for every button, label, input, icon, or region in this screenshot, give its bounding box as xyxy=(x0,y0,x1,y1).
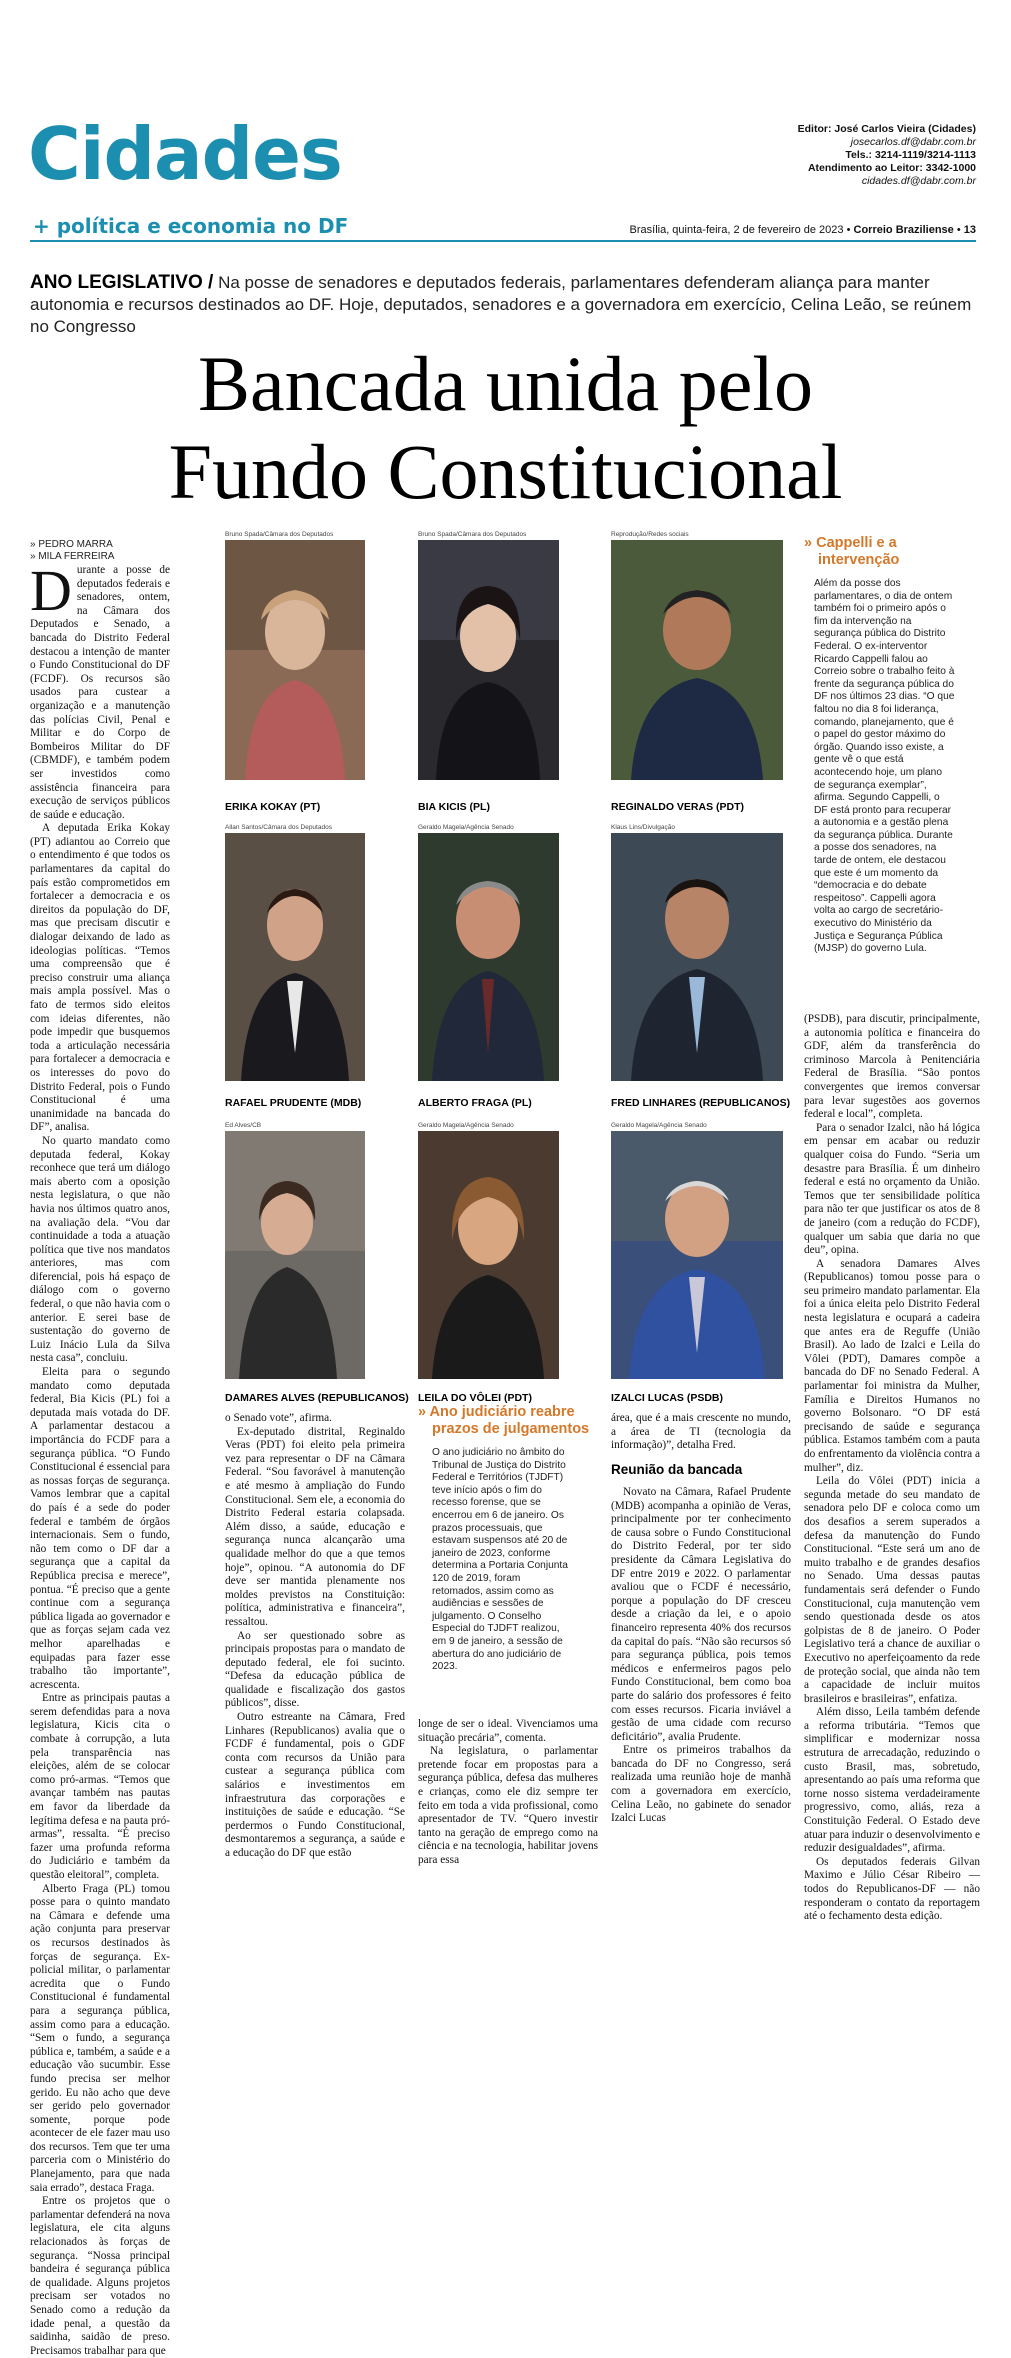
photo-rafael-prudente xyxy=(225,833,365,1081)
reader-service: Atendimento ao Leitor: 3342-1000 xyxy=(807,162,976,174)
body-column-4b xyxy=(611,1486,791,1884)
portrait-icon xyxy=(225,1131,365,1379)
kicker xyxy=(30,272,980,338)
portrait-icon xyxy=(225,540,365,780)
photo-credit: Bruno Spada/Câmara dos Deputados xyxy=(418,531,527,538)
photo-fred-linhares xyxy=(611,833,783,1081)
byline-author-1: » PEDRO MARRA xyxy=(30,539,113,550)
body-column-3 xyxy=(418,1718,598,1884)
photo-caption: IZALCI LUCAS (PSDB) xyxy=(611,1392,723,1404)
paragraph: Os deputados federais Gilvan Maximo e Júlio César Ribeiro — todos do Republicanos-DF — não responderam o contato da reportagem até o fechamento desta edição. xyxy=(804,1855,980,1923)
photo-bia-kicis xyxy=(418,540,559,780)
paragraph: (PSDB), para discutir, principalmente, a autonomia política e financeira do GDF, além da transferência do criminoso Marcola à Penitenciária Federal de Brasília. “São pontos convergentes que iremos conversar para levar sugestões aos governos federal e local”, completa. xyxy=(804,1013,980,1121)
paragraph: A senadora Damares Alves (Republicanos) tomou posse para o seu primeiro mandato parlamentar. Ela foi a única eleita pelo Distrito Federal nesta legislatura e ocupará a cadeira que antes era de Reguffe (União Brasil). Ao lado de Izalci e Leila do Vôlei (PDT), Damares compõe a bancada do DF no Senado Federal. A parlamentar foi ministra da Mulher, Família e Direitos Humanos no governo Bolsonaro. “O DF está precisando de saúde e segurança pública. Estamos também com a pauta do enfrentamento da violência contra a mulher”, diz. xyxy=(804,1257,980,1474)
headline xyxy=(0,340,1011,516)
sidebar-judiciario-text: O ano judiciário no âmbito do Tribunal de Justiça do Distrito Federal e Territórios (TJDFT) teve início após o fim do recesso forense, que se encerrou em 6 de janeiro. Os prazos processuais, que estavam suspensos até 20 de janeiro de 2023, conforme determina a Portaria Conjunta 120 de 2019, foram retomados, assim como as audiências e sessões de julgamento. O Conselho Especial do TJDFT realizou, em 9 de janeiro, a sessão de abertura do ano judiciário de 2023. xyxy=(432,1447,568,1673)
photo-caption: BIA KICIS (PL) xyxy=(418,801,490,813)
paragraph: Entre os projetos que o parlamentar defenderá na nova legislatura, ele cita alguns relacionados às forças de segurança. “Nossa principal bandeira é segurança pública de qualidade. Alguns projetos precisam ser votados no Senado como a redução da idade penal, a questão da saidinha, saidão de preso. Precisamos trabalhar para que xyxy=(30,2195,170,2357)
section-email[interactable]: cidades.df@dabr.com.br xyxy=(861,175,976,187)
body-column-1 xyxy=(30,558,170,2357)
photo-reginaldo-veras xyxy=(611,540,783,780)
paragraph: Eleita para o segundo mandato como deputada federal, Bia Kicis (PL) foi a deputada mais votada do DF. A parlamentar destacou a importância do FCDF para a segurança pública. “O Fundo Constitucional é essencial para as nossas forças de segurança. Vamos lembrar que a capital do país é a sede do poder federal e também de órgãos internacionais. Sem o fundo, não tem como o DF dar a segurança que a capital da República precisa e merece”, pontua. “É preciso que a gente continue com a segurança pública ligada ao governador e que as forças sejam cada vez melhor aparelhadas e equipadas para fazer esse trabalho tão importante”, acrescenta. xyxy=(30,1366,170,1691)
page-number: 13 xyxy=(963,224,976,236)
portrait-icon xyxy=(418,1131,559,1379)
subhead-reuniao: Reunião da bancada xyxy=(611,1462,743,1477)
photo-credit: Bruno Spada/Câmara dos Deputados xyxy=(225,531,334,538)
photo-caption: FRED LINHARES (REPUBLICANOS) xyxy=(611,1097,791,1109)
photo-credit: Geraldo Magela/Agência Senado xyxy=(418,1122,514,1129)
paragraph: Na legislatura, o parlamentar pretende focar em propostas para a segurança pública, defesa das mulheres e crianças, como ele diz sempre ter feito em toda a vida profissional, como apresentador de TV. “Quero investir tanto na geração de emprego como na ciência e na tecnologia, habilitar jovens para essa xyxy=(418,1745,598,1866)
body-column-4a xyxy=(611,1412,791,1456)
paragraph: Durante a posse de deputados federais e senadores, ontem, na Câmara dos Deputados e Senado, a bancada do Distrito Federal destacou a intenção de manter o Fundo Constitucional do DF (FCDF). Os recursos são usados para custear a organização e a manutenção das polícias Civil, Penal e Militar e do Corpo de Bombeiros Militar do DF (CBMDF), e também podem ser investidos como assistência financeira para execução de serviços públicos de saúde e educação. xyxy=(30,558,170,821)
photo-caption: REGINALDO VERAS (PDT) xyxy=(611,801,745,813)
body-column-2 xyxy=(225,1412,405,1882)
paragraph: Leila do Vôlei (PDT) inicia a segunda metade do seu mandato de senadora pelo DF e coloca como um dos desafios a serem superados a defesa da manutenção do Fundo Constitucional. “Este será um ano de muito trabalho e de grandes desafios no Senado. Uma dessas pautas fundamentais será defender o Fundo Constitucional, cuja manutenção vem sendo questionada desde os atos golpistas de 8 de janeiro. O Poder Legislativo terá a chance de auxiliar o Executivo no aperfeiçoamento da rede de proteção social, que ainda não tem a capacidade de incluir muitos brasileiros e brasileiras”, enfatiza. xyxy=(804,1475,980,1705)
photo-credit: Reprodução/Redes sociais xyxy=(611,531,689,538)
paragraph: longe de ser o ideal. Vivenciamos uma situação precária”, comenta. xyxy=(418,1718,598,1744)
portrait-icon xyxy=(611,540,783,780)
section-subtitle: + política e economia no DF xyxy=(33,214,349,238)
sidebar-cappelli-title: » Cappelli e a intervenção xyxy=(804,535,900,568)
header-rule xyxy=(30,240,976,242)
editor-info xyxy=(798,123,976,188)
paragraph: Outro estreante na Câmara, Fred Linhares (Republicanos) avalia que o FCDF é fundamental, pois o GDF conta com recursos da União para custear a segurança pública com salários e investimentos em infraestrutura das corporações e instituições de saúde e educação. “Se perdermos o Fundo Constitucional, desmontaremos a segurança, a saúde e a educação do DF que estão xyxy=(225,1711,405,1859)
sidebar-cappelli-text: Além da posse dos parlamentares, o dia de ontem também foi o primeiro após o fim da intervenção na segurança pública do Distrito Federal. O ex-interventor Ricardo Cappelli falou ao Correio sobre o trabalho feito à frente da segurança pública do DF nos últimos 23 dias. “O que faltou no dia 8 foi liderança, comando, planejamento, que é o papel do gestor máximo do órgão. Quando isso existe, a gente vê o que está acontecendo hoje, um plano de segurança exemplar”, afirma. Segundo Cappelli, o DF está pronto para recuperar a autonomia e a gestão plena da segurança pública. Durante a posse dos senadores, na tarde de ontem, ele destacou que este é um momento da “democracia e do debate respeitoso”. Cappelli agora volta ao cargo de secretário-executivo do Ministério da Justiça e Segurança Pública (MJSP) do governo Lula. xyxy=(814,578,955,955)
headline-line-1: Bancada unida pelo xyxy=(197,340,814,427)
photo-caption: ALBERTO FRAGA (PL) xyxy=(418,1097,532,1109)
kicker-tag: ANO LEGISLATIVO / xyxy=(30,272,214,293)
photo-caption: DAMARES ALVES (REPUBLICANOS) xyxy=(225,1392,409,1404)
date: Brasília, quinta-feira, 2 de fevereiro de 2023 xyxy=(629,224,844,236)
photo-erika-kokay xyxy=(225,540,365,780)
photo-alberto-fraga xyxy=(418,833,559,1081)
paragraph: Para o senador Izalci, não há lógica em pensar em acabar ou reduzir qualquer coisa do Fundo. “Seria um desastre para Brasília. É um dinheiro federal e está no orçamento da União. Temos que ter sensibilidade política para não ter que justificar os atos de 8 de janeiro (com a redução do FCDF), qualquer um sabia que daria no que deu”, opina. xyxy=(804,1121,980,1257)
photo-credit: Ed Alves/CB xyxy=(225,1122,262,1129)
photo-damares-alves xyxy=(225,1131,365,1379)
paragraph: Alberto Fraga (PL) tomou posse para o quinto mandato na Câmara e defende uma ação conjunta para preservar os recursos destinados às forças de segurança. Ex-policial militar, o parlamentar acredita que o Fundo Constitucional é fundamental para a segurança pública, assim como para a educação. “Sem o fundo, a segurança pública e, também, a saúde e a educação vão sucumbir. Esse fundo precisa ser melhor gerido. Eu não acho que deve ser gerido pelo governador somente, porque pode acontecer de ele fazer mau uso dos recursos. Tem que ter uma parceria com o Ministério do Planejamento, para que nada saia errado”, destaca Fraga. xyxy=(30,1882,170,2194)
photo-credit: Geraldo Magela/Agência Senado xyxy=(611,1122,707,1129)
photo-credit: Allan Santos/Câmara dos Deputados xyxy=(225,824,332,831)
portrait-icon xyxy=(418,540,559,780)
paragraph: No quarto mandato como deputada federal, Kokay reconhece que terá um diálogo mais aberto com a oposição nesta legislatura, o que não havia nos últimos quatro anos, na avaliação dela. “Vou dar continuidade a toda a atuação política que tive nos mandatos anteriores, mas com diferencial, pois há espaço de diálogo com o governo federal, o que não havia com o anterior. E serei base de sustentação do governo de Luiz Inácio Lula da Silva nesta casa”, concluiu. xyxy=(30,1134,170,1365)
paragraph: Ao ser questionado sobre as principais propostas para o mandato de deputado federal, ele foi sucinto. “Defesa da educação pública de qualidade e fiscalização dos gastos públicos”, disse. xyxy=(225,1629,405,1710)
photo-caption: RAFAEL PRUDENTE (MDB) xyxy=(225,1097,362,1109)
kicker-text: Na posse de senadores e deputados federais, parlamentares defenderam aliança para manter autonomia e recursos destinados ao DF. Hoje, deputados, senadores e a governadora em exercício, Celina Leão, se reúnem no Congresso xyxy=(30,273,972,336)
photo-caption: LEILA DO VÔLEI (PDT) xyxy=(418,1392,532,1404)
phones: Tels.: 3214-1119/3214-1113 xyxy=(845,149,976,161)
byline-author-2: » MILA FERREIRA xyxy=(30,551,115,562)
paragraph: Entre as principais pautas a serem defendidas para a nova legislatura, Kicis cita o combate à corrupção, a luta pela transparência nas eleições, além de se colocar como pró-armas. “Temos que avançar também nas pautas em favor da liberdade da legítima defesa e na pauta pró-armas”, ressalta. “É preciso fazer uma profunda reforma do Judiciário e também da questão eleitoral”, completa. xyxy=(30,1692,170,1881)
photo-izalci-lucas xyxy=(611,1131,783,1379)
portrait-icon xyxy=(611,1131,783,1379)
paragraph: Ex-deputado distrital, Reginaldo Veras (PDT) foi eleito pela primeira vez para representar o DF na Câmara Federal. “Sou favorável à manutenção e até mesmo à ampliação do Fundo Constitucional. Sem ele, a economia do Distrito Federal estaria colapsada. Além disso, a saúde, educação e segurança nunca alcançarão uma qualidade melhor do que a que temos hoje”, opinou. “A autonomia do DF deve ser mantida plenamente nos moldes previstos na Constituição: política, administrativa e financeira”, ressaltou. xyxy=(225,1425,405,1628)
body-column-5 xyxy=(804,1013,980,1923)
photo-leila-do-volei xyxy=(418,1131,559,1379)
paragraph: A deputada Erika Kokay (PT) adiantou ao Correio que o entendimento é que todos os parlamentares da capital do país estão comprometidos em fortalecer a democracia e os direitos da população do DF, mas que precisam discutir e dialogar deixando de lado as ideologias políticas. “Temos uma compreensão que é preciso construir uma aliança mais ampla possível. Mas o fato de termos sido eleitos com ideias diferentes, não pode impedir que busquemos toda a articulação necessária para fortalecer a democracia e os interesses do povo do Distrito Federal, pois o Fundo Constitucional é uma unanimidade na bancada do DF”, analisa. xyxy=(30,822,170,1134)
paragraph: Novato na Câmara, Rafael Prudente (MDB) acompanha a opinião de Veras, principalmente por ter conhecimento de causa sobre o Fundo Constitucional do Distrito Federal, por ter sido presidente da Câmara Legislativa do DF entre 2019 e 2022. O parlamentar avaliou que o FCDF é necessário, porque a população do DF cresceu desde a criação da lei, e o apoio financeiro representa 40% dos recursos da capital do país. “Não são recursos só para segurança pública, pois temos médicos e enfermeiros pagos pelo Fundo Constitucional, bem como boa parte do salário dos professores é feito com esses recursos. Ficaria inviável a gestão de uma cidade com recurso deficitário”, avalia Prudente. xyxy=(611,1486,791,1743)
editor-line: Editor: José Carlos Vieira (Cidades) xyxy=(797,123,976,135)
paper-name: Correio Braziliense xyxy=(853,224,954,236)
section-title: Cidades xyxy=(28,112,342,196)
headline-line-2: Fundo Constitucional xyxy=(168,428,843,515)
paragraph: Entre os primeiros trabalhos da bancada do DF no Congresso, será realizada uma reunião hoje de manhã com a governadora em exercício, Celina Leão, no gabinete do senador Izalci Lucas xyxy=(611,1744,791,1825)
paragraph: o Senado vote”, afirma. xyxy=(225,1412,332,1424)
sidebar-judiciario-title: » Ano judiciário reabre prazos de julgamentos xyxy=(418,1404,590,1437)
editor-email[interactable]: josecarlos.df@dabr.com.br xyxy=(850,136,976,148)
portrait-icon xyxy=(418,833,559,1081)
portrait-icon xyxy=(611,833,783,1081)
photo-caption: ERIKA KOKAY (PT) xyxy=(225,801,321,813)
photo-credit: Klaus Lins/Divulgação xyxy=(611,824,675,831)
photo-credit: Geraldo Magela/Agência Senado xyxy=(418,824,514,831)
portrait-icon xyxy=(225,833,365,1081)
paragraph: Além disso, Leila também defende a reforma tributária. “Temos que simplificar e modernizar nossa estrutura de arrecadação, reduzindo o custo Brasil, mas, sobretudo, apresentando ao país uma reforma que torne nosso sistema verdadeiramente progressivo, como, aliás, reza a Constituição Federal. O Estado deve atuar para induzir o desenvolvimento e reduzir desigualdades”, afirma. xyxy=(804,1706,980,1855)
drop-cap: D xyxy=(30,558,72,623)
paragraph: área, que é a mais crescente no mundo, a área de TI (tecnologia da informação)”, detalha Fred. xyxy=(611,1412,791,1452)
dateline: Brasília, quinta-feira, 2 de fevereiro de 2023 • Correio Braziliense • 13 xyxy=(629,224,976,236)
